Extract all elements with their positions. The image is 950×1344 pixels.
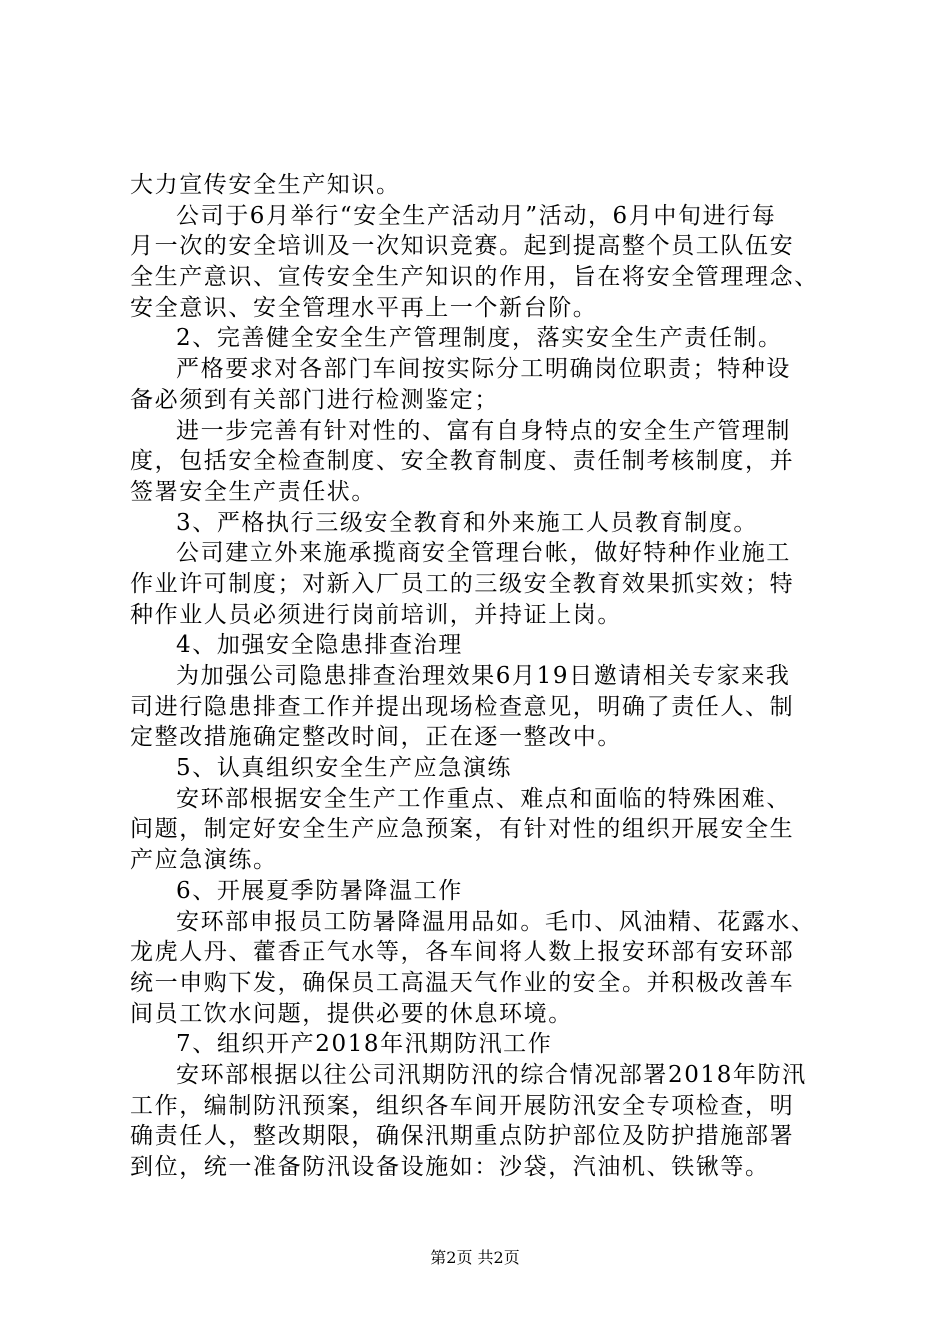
page-footer: 第2页 共2页 (430, 1248, 520, 1267)
text-line: 司进行隐患排查工作并提出现场检查意见，明确了责任人、制 (130, 693, 795, 720)
text-line: 种作业人员必须进行岗前培训，并持证上岗。 (130, 601, 622, 628)
text-line: 到位，统一准备防汛设备设施如：沙袋，汽油机、铁锹等。 (130, 1154, 770, 1180)
text-line: 产应急演练。 (130, 847, 278, 874)
text-line: 龙虎人丹、藿香正气水等，各车间将人数上报安环部有安环部 (130, 939, 795, 966)
text-line: 确责任人，整改期限，确保汛期重点防护部位及防护措施部署 (130, 1123, 795, 1150)
text-line: 问题，制定好安全生产应急预案，有针对性的组织开展安全生 (130, 816, 795, 843)
text-line: 间员工饮水问题，提供必要的休息环境。 (130, 1000, 573, 1027)
text-line: 工作，编制防汛预案，组织各车间开展防汛安全专项检查，明 (130, 1092, 795, 1119)
text-line: 2、完善健全安全生产管理制度，落实安全生产责任制。 (176, 325, 783, 352)
text-line: 安环部申报员工防暑降温用品如。毛巾、风油精、花露水、 (176, 908, 816, 935)
text-line: 签署安全生产责任状。 (130, 478, 376, 505)
text-line: 全生产意识、宣传安全生产知识的作用，旨在将安全管理理念、 (130, 264, 819, 291)
text-line: 4、加强安全隐患排查治理 (176, 632, 463, 659)
text-line: 统一申购下发，确保员工高温天气作业的安全。并积极改善车 (130, 969, 795, 996)
text-line: 大力宣传安全生产知识。 (130, 172, 401, 198)
text-line: 安环部根据以往公司汛期防汛的综合情况部署2018年防汛 (176, 1061, 807, 1088)
text-line: 备必须到有关部门进行检测鉴定； (130, 386, 499, 413)
text-line: 进一步完善有针对性的、富有自身特点的安全生产管理制 (176, 417, 791, 444)
text-line: 定整改措施确定整改时间，正在逐一整改中。 (130, 724, 622, 751)
document-body (130, 170, 830, 1183)
text-line: 为加强公司隐患排查治理效果6月19日邀请相关专家来我 (176, 663, 791, 689)
text-line: 安环部根据安全生产工作重点、难点和面临的特殊困难、 (176, 785, 791, 812)
text-line: 公司建立外来施承揽商安全管理台帐，做好特种作业施工 (176, 540, 791, 567)
text-line: 7、组织开产2018年汛期防汛工作 (176, 1031, 553, 1058)
text-line: 安全意识、安全管理水平再上一个新台阶。 (130, 294, 598, 321)
text-line: 月一次的安全培训及一次知识竞赛。起到提高整个员工队伍安 (130, 233, 795, 260)
text-line: 6、开展夏季防暑降温工作 (176, 877, 463, 904)
text-line: 度，包括安全检查制度、安全教育制度、责任制考核制度，并 (130, 448, 795, 475)
text-line: 严格要求对各部门车间按实际分工明确岗位职责；特种设 (176, 356, 791, 383)
text-line: 作业许可制度；对新入厂员工的三级安全教育效果抓实效；特 (130, 570, 795, 597)
text-line: 公司于6月举行“安全生产活动月”活动，6月中旬进行每 (176, 202, 777, 229)
text-line: 5、认真组织安全生产应急演练 (176, 755, 513, 782)
text-line: 3、严格执行三级安全教育和外来施工人员教育制度。 (176, 509, 759, 536)
